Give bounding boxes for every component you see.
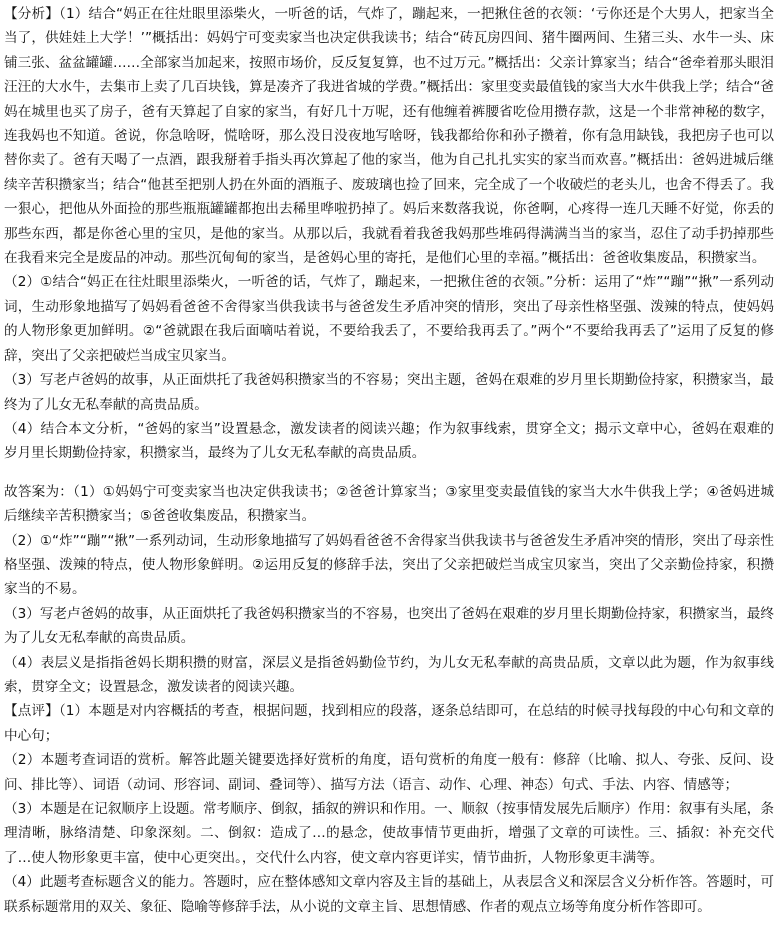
analysis-paragraph-1: 【分析】（1）结合“妈正在往灶眼里添柴火，一听爸的话，气炸了，蹦起来，一把揪住爸的衣领：‘亏你还是个大男人，把家当全当了，供娃娃上大学！’”概括出：妈妈宁可变卖家当也决定供我读书；结合“砖瓦房四间、猪牛圈两间、生猪三头、水牛一头、床铺三张、盆盆罐罐……全部家当加起来，按照市场价，反反复复算，也不过万元。”概括出：父亲计算家当；结合“爸牵着那头眼泪汪汪的大水牛，去集市上卖了几百块钱，算是凑齐了我进省城的学费。”概括出：家里变卖最值钱的家当大水牛供我上学；结合“爸妈在城里也买了房子，爸有天算起了自家的家当，有好几十万呢，还有他缠着裤腰省吃俭用攒存款，这是一个非常神秘的数字，连我妈也不知道。爸说，你急啥呀，慌啥呀，那么没日没夜地写啥呀，钱我都给你和孙子攒着，你有急用缺钱，我把房子也可以替你卖了。爸有天喝了一点酒，跟我掰着手指头再次算起了他的家当，他为自己扎扎实实的家当而欢喜。”概括出：爸妈进城后继续辛苦积攒家当；结合“他甚至把别人扔在外面的酒瓶子、废玻璃也捡了回来，完全成了一个收破烂的老头儿，也舍不得丢了。我一狠心，把他从外面捡的那些瓶瓶罐罐都抱出去稀里哗啦扔掉了。妈后来数落我说，你爸啊，心疼得一连几天睡不好觉，你丢的那些东西，都是你爸心里的宝贝，是他的家当。从那以后，我就看着我爸我妈那些堆码得满满当当的家当，忍住了动手扔掉那些在我看来完全是废品的冲动。那些沉甸甸的家当，是爸妈心里的寄托，是他们心里的幸福。”概括出：爸爸收集废品，积攒家当。: [4, 6, 774, 267]
answer-paragraph-4: （4）表层义是指指爸妈长期积攒的财富，深层义是指爸妈勤俭节约，为儿女无私奉献的高贵品质，文章以此为题，作为叙事线索，贯穿全文；设置悬念，激发读者的阅读兴趣。: [4, 654, 774, 695]
answer-section: [4, 480, 774, 700]
comment-section: [4, 699, 774, 919]
comment-paragraph-1: 【点评】（1）本题是对内容概括的考查，根据问题，找到相应的段落，逐条总结即可，在总结的时候寻找每段的中心句和文章的中心句；: [4, 703, 774, 744]
section-spacer: [4, 466, 774, 480]
answer-paragraph-2: （2）①“炸”“蹦”“揪”一系列动词，生动形象地描写了妈妈看爸爸不舍得家当供我读书与爸爸发生矛盾冲突的情形，突出了母亲性格坚强、泼辣的特点，使人物形象鲜明。②运用反复的修辞手法，突出了父亲把破烂当成宝贝家当，突出了父亲勤俭持家，积攒家当的不易。: [4, 532, 774, 598]
answer-paragraph-1: 故答案为：（1）①妈妈宁可变卖家当也决定供我读书；②爸爸计算家当；③家里变卖最值钱的家当大水牛供我上学；④爸妈进城后继续辛苦积攒家当；⑤爸爸收集废品，积攒家当。: [4, 483, 774, 525]
comment-paragraph-3: （3）本题是在记叙顺序上设题。常考顺序、倒叙，插叙的辨识和作用。一、顺叙（按事情发展先后顺序）作用：叙事有头尾，条理清晰，脉络清楚、印象深刻。二、倒叙：造成了…的悬念，使故事情节更曲折，增强了文章的可读性。三、插叙：补充交代了…使人物形象更丰富，使中心更突出。，交代什么内容，使文章内容更详实，情节曲折，人物形象更丰满等。: [4, 801, 774, 866]
analysis-paragraph-4: （4）结合本文分析，“爸妈的家当”设置悬念，激发读者的阅读兴趣；作为叙事线索，贯穿全文；揭示文章中心，爸妈在艰难的岁月里长期勤俭持家，积攒家当，最终为了儿女无私奉献的高贵品质。: [4, 420, 774, 462]
analysis-paragraph-3: （3）写老卢爸妈的故事，从正面烘托了我爸妈积攒家当的不容易；突出主题，爸妈在艰难的岁月里长期勤俭持家，积攒家当，最终为了儿女无私奉献的高贵品质。: [4, 372, 774, 413]
analysis-paragraph-2: （2）①结合“妈正在往灶眼里添柴火，一听爸的话，气炸了，蹦起来，一把揪住爸的衣领。”分析：运用了“炸”“蹦”“揪”一系列动词，生动形象地描写了妈妈看爸爸不舍得家当供我读书与爸爸发生矛盾冲突的情形，突出了母亲性格坚强、泼辣的特点，使妈妈的人物形象更加鲜明。②“爸就跟在我后面嘀咕着说，不要给我丢了，不要给我再丢了。”两个“不要给我再丢了”运用了反复的修辞，突出了父亲把破烂当成宝贝家当。: [4, 274, 774, 364]
comment-paragraph-4: （4）此题考查标题含义的能力。答题时，应在整体感知文章内容及主旨的基础上，从表层含义和深层含义分析作答。答题时，可联系标题常用的双关、象征、隐喻等修辞手法，从小说的文章主旨、思想情感、作者的观点立场等角度分析作答即可。: [4, 874, 774, 915]
comment-paragraph-2: （2）本题考查词语的赏析。解答此题关键要选择好赏析的角度，语句赏析的角度一般有：修辞（比喻、拟人、夸张、反问、设问、排比等）、词语（动词、形容词、副词、叠词等）、描写方法（语言、动作、心理、神态）句式、手法、内容、情感等；: [4, 752, 774, 793]
analysis-section: [4, 2, 774, 466]
answer-paragraph-3: （3）写老卢爸妈的故事，从正面烘托了我爸妈积攒家当的不容易，也突出了爸妈在艰难的岁月里长期勤俭持家，积攒家当，最终为了儿女无私奉献的高贵品质。: [4, 605, 774, 647]
